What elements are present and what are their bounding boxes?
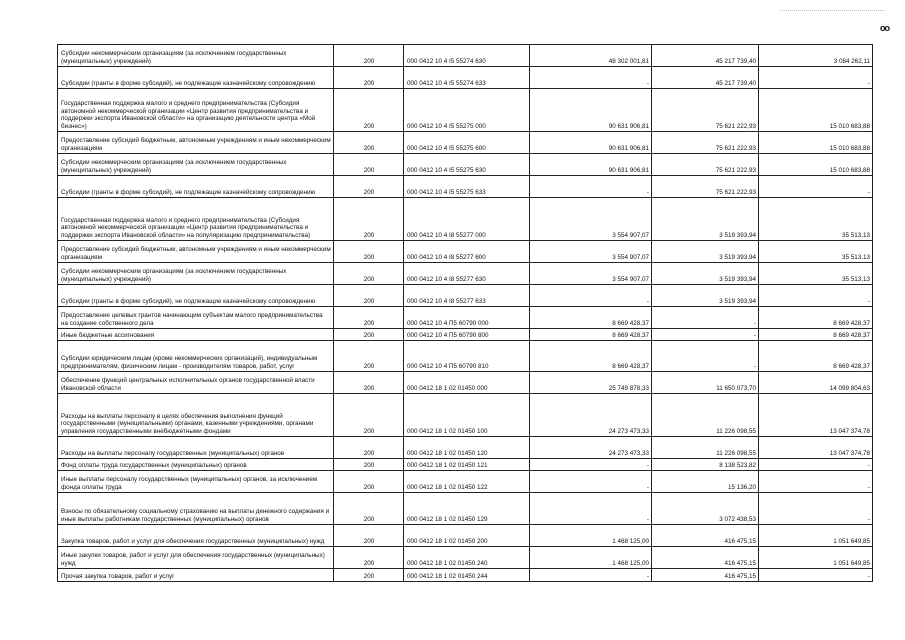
row-executed: 3 072 438,53 bbox=[652, 493, 759, 525]
row-name: Фонд оплаты труда государственных (муниципальных) органов bbox=[58, 459, 334, 471]
row-approved: - bbox=[530, 67, 652, 89]
table-row bbox=[58, 176, 873, 198]
row-executed: 45 217 739,40 bbox=[652, 67, 759, 89]
row-name: Субсидии юридическим лицам (кроме некоммерческих организаций), индивидуальным предпринимателям, физическим лицам - производителям товаров, работ, услуг bbox=[58, 341, 334, 372]
row-executed: 75 621 222,93 bbox=[652, 132, 759, 154]
row-code: 200 bbox=[334, 198, 404, 241]
row-kbk: 000 0412 18 1 02 01450 120 bbox=[404, 437, 530, 459]
row-kbk: 000 0412 10 4 П5 60790 800 bbox=[404, 329, 530, 341]
row-executed: 416 475,15 bbox=[652, 547, 759, 569]
row-name: Субсидии (гранты в форме субсидий), не подлежащие казначейскому сопровождению bbox=[58, 176, 334, 198]
row-remaining: 15 010 683,88 bbox=[759, 89, 873, 132]
row-name: Государственная поддержка малого и среднего предпринимательства (Субсидия автономной некоммерческой организации «Центр развития предпринимательства и поддержки экспорта Ивановской области» на популяризацию предпринимательства) bbox=[58, 198, 334, 241]
table-row bbox=[58, 198, 873, 241]
row-code: 200 bbox=[334, 132, 404, 154]
row-name: Субсидии некоммерческим организациям (за исключением государственных (муниципальных) учреждений) bbox=[58, 45, 334, 67]
row-executed: 75 621 222,93 bbox=[652, 176, 759, 198]
row-remaining: 35 513,13 bbox=[759, 241, 873, 263]
row-executed: - bbox=[652, 341, 759, 372]
row-code: 200 bbox=[334, 176, 404, 198]
row-code: 200 bbox=[334, 329, 404, 341]
row-code: 200 bbox=[334, 154, 404, 176]
row-executed: 3 519 393,94 bbox=[652, 285, 759, 307]
row-remaining: 8 669 428,37 bbox=[759, 341, 873, 372]
table-row bbox=[58, 493, 873, 525]
row-executed: 416 475,15 bbox=[652, 525, 759, 547]
row-approved: - bbox=[530, 471, 652, 493]
row-code: 200 bbox=[334, 67, 404, 89]
row-code: 200 bbox=[334, 471, 404, 493]
row-kbk: 000 0412 18 1 02 01450 129 bbox=[404, 493, 530, 525]
top-scan-mark bbox=[780, 10, 885, 11]
row-name: Предоставление субсидий бюджетным, автономным учреждениям и иным некоммерческим организациям bbox=[58, 132, 334, 154]
row-approved: - bbox=[530, 493, 652, 525]
row-approved: 24 273 473,33 bbox=[530, 394, 652, 437]
row-approved: 3 554 907,07 bbox=[530, 263, 652, 285]
row-remaining: - bbox=[759, 285, 873, 307]
row-code: 200 bbox=[334, 569, 404, 582]
row-code: 200 bbox=[334, 263, 404, 285]
row-remaining: 35 513,13 bbox=[759, 198, 873, 241]
table-row bbox=[58, 437, 873, 459]
row-executed: 75 621 222,93 bbox=[652, 154, 759, 176]
row-name: Иные закупки товаров, работ и услуг для обеспечения государственных (муниципальных) нужд bbox=[58, 547, 334, 569]
table-body bbox=[58, 45, 873, 582]
row-remaining: 14 099 804,63 bbox=[759, 372, 873, 394]
row-code: 200 bbox=[334, 525, 404, 547]
row-kbk: 000 0412 10 4 I5 55275 000 bbox=[404, 89, 530, 132]
row-remaining: 1 051 649,85 bbox=[759, 525, 873, 547]
row-approved: 90 631 906,81 bbox=[530, 154, 652, 176]
row-approved: - bbox=[530, 176, 652, 198]
row-kbk: 000 0412 18 1 02 01450 200 bbox=[404, 525, 530, 547]
row-executed: 416 475,15 bbox=[652, 569, 759, 582]
row-approved: - bbox=[530, 459, 652, 471]
row-name: Закупка товаров, работ и услуг для обеспечения государственных (муниципальных) нужд bbox=[58, 525, 334, 547]
row-code: 200 bbox=[334, 394, 404, 437]
row-remaining: 35 513,13 bbox=[759, 263, 873, 285]
page-number: oo bbox=[880, 23, 889, 33]
row-remaining: 3 084 262,11 bbox=[759, 45, 873, 67]
row-approved: 3 554 907,07 bbox=[530, 198, 652, 241]
row-code: 200 bbox=[334, 437, 404, 459]
row-code: 200 bbox=[334, 89, 404, 132]
row-code: 200 bbox=[334, 45, 404, 67]
row-approved: 3 554 907,07 bbox=[530, 241, 652, 263]
row-executed: 11 226 098,55 bbox=[652, 437, 759, 459]
row-code: 200 bbox=[334, 459, 404, 471]
row-kbk: 000 0412 10 4 I5 55275 630 bbox=[404, 154, 530, 176]
row-remaining: - bbox=[759, 493, 873, 525]
row-name: Обеспечение функций центральных исполнительных органов государственной власти Ивановской области bbox=[58, 372, 334, 394]
table-row bbox=[58, 67, 873, 89]
table-row bbox=[58, 394, 873, 437]
table-row bbox=[58, 329, 873, 341]
row-remaining: 13 047 374,78 bbox=[759, 437, 873, 459]
row-kbk: 000 0412 18 1 02 01450 121 bbox=[404, 459, 530, 471]
row-kbk: 000 0412 10 4 I5 55275 600 bbox=[404, 132, 530, 154]
row-kbk: 000 0412 10 4 I8 55277 600 bbox=[404, 241, 530, 263]
row-executed: 3 519 393,94 bbox=[652, 241, 759, 263]
row-kbk: 000 0412 10 4 П5 60790 810 bbox=[404, 341, 530, 372]
row-remaining: 13 047 374,78 bbox=[759, 394, 873, 437]
row-name: Субсидии (гранты в форме субсидий), не подлежащие казначейскому сопровождению bbox=[58, 285, 334, 307]
row-remaining: - bbox=[759, 569, 873, 582]
table-row bbox=[58, 89, 873, 132]
row-approved: 8 669 428,37 bbox=[530, 329, 652, 341]
table-row bbox=[58, 341, 873, 372]
row-code: 200 bbox=[334, 307, 404, 329]
row-approved: 8 669 428,37 bbox=[530, 307, 652, 329]
row-name: Субсидии (гранты в форме субсидий), не подлежащие казначейскому сопровождению bbox=[58, 67, 334, 89]
row-name: Субсидии некоммерческим организациям (за исключением государственных (муниципальных) учреждений) bbox=[58, 154, 334, 176]
row-name: Иные выплаты персоналу государственных (муниципальных) органов, за исключением фонда оплаты труда bbox=[58, 471, 334, 493]
row-name: Взносы по обязательному социальному страхованию на выплаты денежного содержания и иные выплаты работникам государственных (муниципальных) органов bbox=[58, 493, 334, 525]
row-kbk: 000 0412 18 1 02 01450 000 bbox=[404, 372, 530, 394]
row-code: 200 bbox=[334, 493, 404, 525]
table-row bbox=[58, 45, 873, 67]
row-approved: 48 302 001,81 bbox=[530, 45, 652, 67]
table-row bbox=[58, 459, 873, 471]
table-row bbox=[58, 372, 873, 394]
row-approved: 1 468 125,00 bbox=[530, 547, 652, 569]
row-name: Государственная поддержка малого и среднего предпринимательства (Субсидия автономной некоммерческой организации «Центр развития предпринимательства и поддержки экспорта Ивановской области» на организацию деятельности центра «Мой бизнес») bbox=[58, 89, 334, 132]
budget-execution-table bbox=[57, 44, 873, 582]
row-kbk: 000 0412 10 4 I8 55277 630 bbox=[404, 263, 530, 285]
row-name: Предоставление целевых грантов начинающим субъектам малого предпринимательства на создание собственного дела bbox=[58, 307, 334, 329]
row-approved: - bbox=[530, 569, 652, 582]
row-name: Субсидии некоммерческим организациям (за исключением государственных (муниципальных) учреждений) bbox=[58, 263, 334, 285]
table-row bbox=[58, 471, 873, 493]
row-code: 200 bbox=[334, 341, 404, 372]
row-kbk: 000 0412 18 1 02 01450 100 bbox=[404, 394, 530, 437]
row-executed: - bbox=[652, 329, 759, 341]
row-remaining: 1 051 649,85 bbox=[759, 547, 873, 569]
row-executed: 15 136,20 bbox=[652, 471, 759, 493]
table-row bbox=[58, 132, 873, 154]
row-kbk: 000 0412 10 4 П5 60790 000 bbox=[404, 307, 530, 329]
row-remaining: 15 010 683,88 bbox=[759, 132, 873, 154]
row-approved: 8 669 428,37 bbox=[530, 341, 652, 372]
table-row bbox=[58, 525, 873, 547]
row-approved: 90 631 906,81 bbox=[530, 89, 652, 132]
row-name: Прочая закупка товаров, работ и услуг bbox=[58, 569, 334, 582]
row-name: Расходы на выплаты персоналу государственных (муниципальных) органов bbox=[58, 437, 334, 459]
row-remaining: 8 669 428,37 bbox=[759, 329, 873, 341]
row-kbk: 000 0412 10 4 I5 55275 633 bbox=[404, 176, 530, 198]
table-row bbox=[58, 547, 873, 569]
row-executed: 45 217 739,40 bbox=[652, 45, 759, 67]
row-approved: 24 273 473,33 bbox=[530, 437, 652, 459]
row-approved: 1 468 125,00 bbox=[530, 525, 652, 547]
row-code: 200 bbox=[334, 285, 404, 307]
row-approved: 90 631 906,81 bbox=[530, 132, 652, 154]
row-kbk: 000 0412 18 1 02 01450 122 bbox=[404, 471, 530, 493]
row-remaining: 8 669 428,37 bbox=[759, 307, 873, 329]
row-remaining: - bbox=[759, 471, 873, 493]
row-executed: 8 138 523,82 bbox=[652, 459, 759, 471]
table-row bbox=[58, 307, 873, 329]
row-executed: 3 519 393,94 bbox=[652, 198, 759, 241]
row-executed: 11 650 073,70 bbox=[652, 372, 759, 394]
row-executed: 11 226 098,55 bbox=[652, 394, 759, 437]
row-kbk: 000 0412 10 4 I8 55277 633 bbox=[404, 285, 530, 307]
row-remaining: - bbox=[759, 67, 873, 89]
row-code: 200 bbox=[334, 547, 404, 569]
row-kbk: 000 0412 10 4 I5 55274 630 bbox=[404, 45, 530, 67]
row-name: Предоставление субсидий бюджетным, автономным учреждениям и иным некоммерческим организациям bbox=[58, 241, 334, 263]
table-row bbox=[58, 569, 873, 582]
row-executed: 3 519 393,94 bbox=[652, 263, 759, 285]
row-name: Расходы на выплаты персоналу в целях обеспечения выполнения функций государственными (муниципальными) органами, казенными учреждениями, органами управления государственными внебюджетными фондами bbox=[58, 394, 334, 437]
row-approved: - bbox=[530, 285, 652, 307]
table-row bbox=[58, 241, 873, 263]
row-kbk: 000 0412 10 4 I8 55277 000 bbox=[404, 198, 530, 241]
row-executed: 75 621 222,93 bbox=[652, 89, 759, 132]
row-executed: - bbox=[652, 307, 759, 329]
table-row bbox=[58, 154, 873, 176]
table-row bbox=[58, 263, 873, 285]
row-kbk: 000 0412 18 1 02 01450 244 bbox=[404, 569, 530, 582]
row-name: Иные бюджетные ассигнования bbox=[58, 329, 334, 341]
table-row bbox=[58, 285, 873, 307]
row-kbk: 000 0412 10 4 I5 55274 633 bbox=[404, 67, 530, 89]
row-remaining: 15 010 683,88 bbox=[759, 154, 873, 176]
row-remaining: - bbox=[759, 176, 873, 198]
row-approved: 25 749 878,33 bbox=[530, 372, 652, 394]
row-kbk: 000 0412 18 1 02 01450 240 bbox=[404, 547, 530, 569]
row-code: 200 bbox=[334, 241, 404, 263]
row-code: 200 bbox=[334, 372, 404, 394]
row-remaining: - bbox=[759, 459, 873, 471]
